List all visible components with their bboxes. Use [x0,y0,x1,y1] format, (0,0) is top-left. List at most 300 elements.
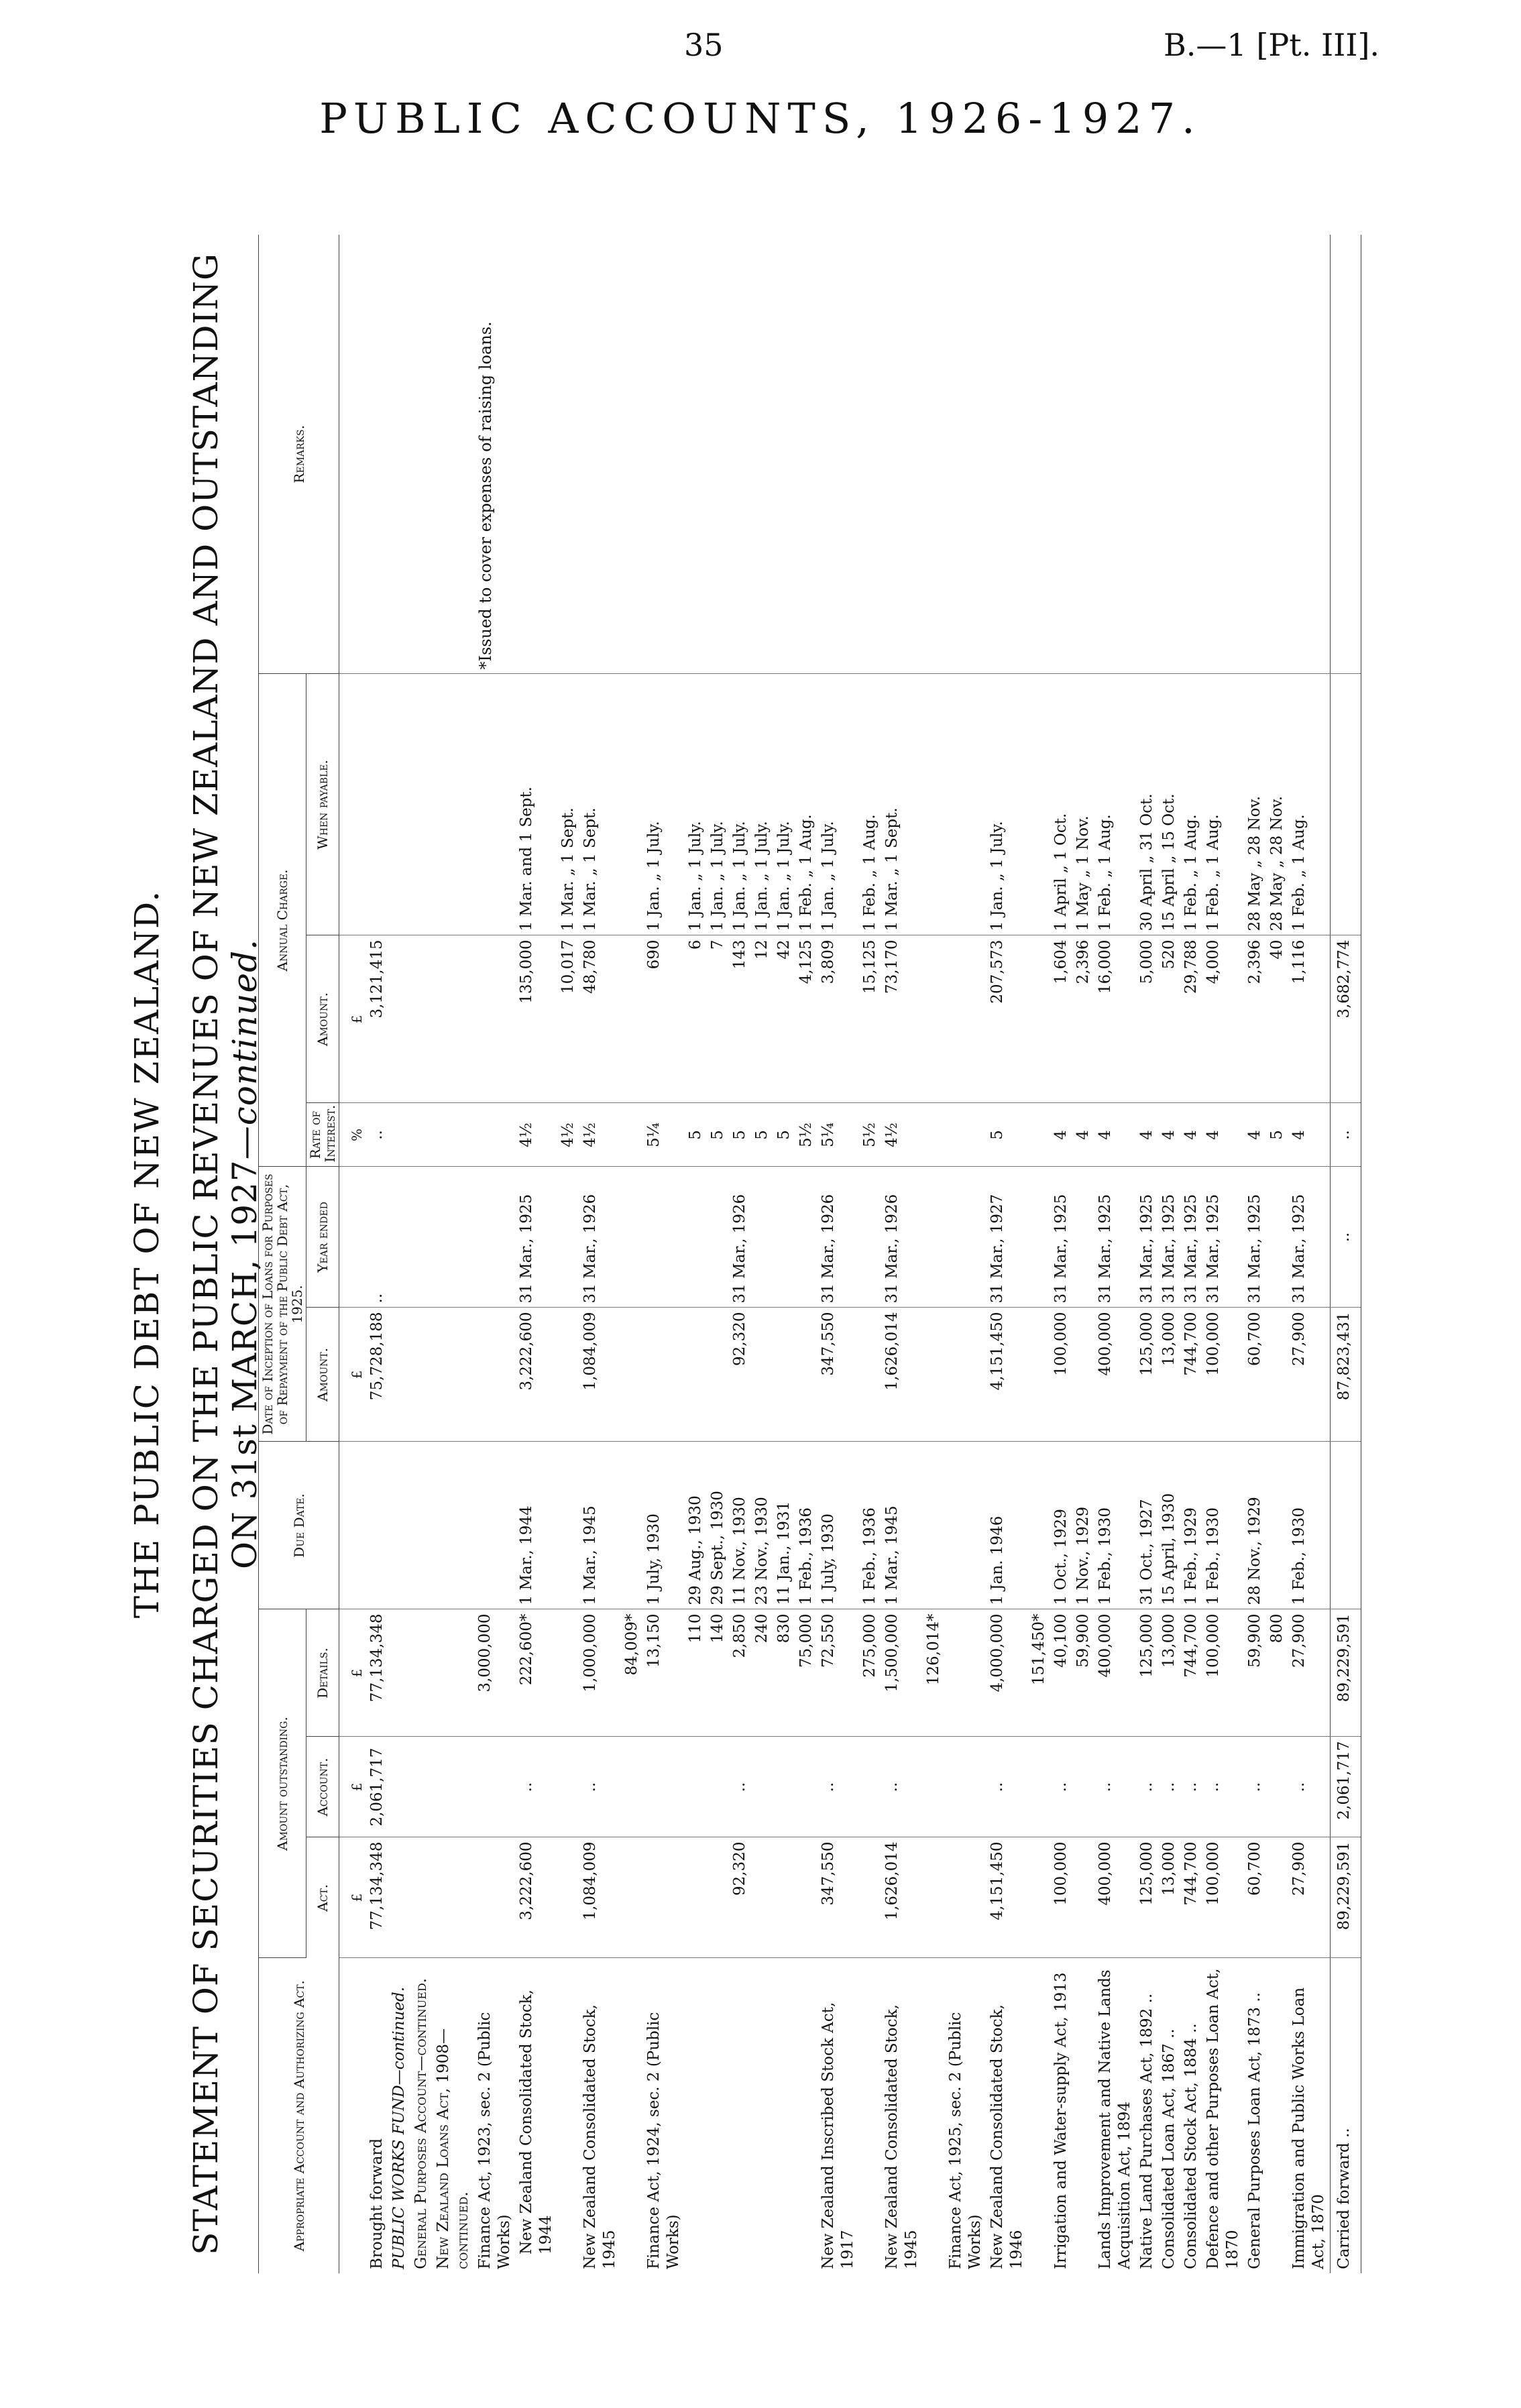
row-act [410,1837,433,1958]
bottom-cell [1355,1737,1361,1837]
row-when-payable: 1 April „ 1 Oct. [1050,674,1072,935]
row-when-payable: 1 Jan. „ 1 July. [987,674,1028,935]
row-account [773,1737,795,1837]
row-remarks [795,235,818,674]
row-due-date: 1 Mar., 1944 [516,1442,557,1609]
row-account [643,1737,685,1837]
row-details: 830 [773,1609,795,1737]
header-inception: Date of Inception of Loans for Purposes of Repayment of the Public Debt Act, 1925. [259,1167,306,1442]
row-inception-amount [643,1308,685,1442]
row-account [685,1737,707,1837]
row-details: 126,014* [923,1609,945,1737]
row-act [433,1837,474,1958]
row-remarks [621,235,643,674]
bottom-cell [1355,1958,1361,2273]
row-inception-amount [474,1308,516,1442]
row-act: 77,134,348 [366,1837,388,1958]
unit-rate: % [339,1103,367,1167]
row-annual-amount: 4,000 [1202,935,1244,1103]
row-year-ended [1028,1167,1050,1308]
row-rate: 4 [1094,1103,1136,1167]
row-inception-amount: 13,000 [1158,1308,1180,1442]
row-year-ended: 31 Mar., 1926 [818,1167,859,1308]
row-act [751,1837,773,1958]
row-remarks [987,235,1028,674]
row-rate: 4½ [881,1103,923,1167]
row-account [388,1737,410,1837]
bottom-cell [1355,1609,1361,1737]
unit-act: £ [339,1837,367,1958]
row-act [557,1837,579,1958]
row-inception-amount: 1,084,009 [579,1308,621,1442]
row-rate: 5½ [859,1103,881,1167]
row-due-date [1266,1442,1288,1609]
row-details: 240 [751,1609,773,1737]
row-inception-amount [707,1308,729,1442]
row-when-payable: 1 Jan. „ 1 July. [751,674,773,935]
row-rate [621,1103,643,1167]
table-row [1072,235,1094,2273]
row-year-ended [643,1167,685,1308]
row-year-ended [410,1167,433,1308]
row-remarks [366,235,388,674]
row-name: New Zealand Consolidated Stock, 1944 [518,1990,555,2254]
row-rate [388,1103,410,1167]
row-inception-amount [1266,1308,1288,1442]
bottom-cell [1355,674,1361,935]
row-account [557,1737,579,1837]
row-remarks [818,235,859,674]
row-annual-amount: 4,125 [795,935,818,1103]
row-name [859,1958,881,2273]
row-when-payable: 1 Mar. „ 1 Sept. [557,674,579,935]
row-when-payable [474,674,516,935]
row-annual-amount: 207,573 [987,935,1028,1103]
row-details [433,1609,474,1737]
row-details: 72,550 [818,1609,859,1737]
row-due-date: 1 Nov., 1929 [1072,1442,1094,1609]
row-year-ended: 31 Mar., 1926 [729,1167,751,1308]
row-rate: 4 [1050,1103,1072,1167]
row-rate: 4 [1202,1103,1244,1167]
row-annual-amount [1028,935,1050,1103]
row-due-date: 11 Jan., 1931 [773,1442,795,1609]
header-when-payable: When payable. [306,674,339,935]
row-account [859,1737,881,1837]
row-year-ended: 31 Mar., 1925 [1202,1167,1244,1308]
row-annual-amount: 1,604 [1050,935,1072,1103]
row-year-ended [685,1167,707,1308]
row-name [751,1958,773,2273]
row-remarks [1158,235,1180,674]
table-row [579,235,621,2273]
row-name: Lands Improvement and Native Lands Acquisition Act, 1894 [1096,1969,1133,2269]
row-due-date: 1 Oct., 1929 [1050,1442,1072,1609]
row-due-date: 11 Nov., 1930 [729,1442,751,1609]
row-account: .. [729,1737,751,1837]
header-annual-charge: Annual Charge. [259,674,306,1167]
row-inception-amount: 75,728,188 [366,1308,388,1442]
table-row [474,235,516,2273]
row-year-ended [707,1167,729,1308]
row-due-date [433,1442,474,1609]
row-rate [1028,1103,1050,1167]
row-when-payable: 28 May „ 28 Nov. [1244,674,1266,935]
row-remarks [1266,235,1288,674]
row-name [1266,1958,1288,2273]
table-row [795,235,818,2273]
table-row [643,235,685,2273]
header-due-date: Due Date. [259,1442,339,1609]
row-account: .. [516,1737,557,1837]
row-rate: 5 [1266,1103,1288,1167]
row-details: 3,000,000 [474,1609,516,1737]
row-year-ended: 31 Mar., 1926 [881,1167,923,1308]
row-details: 59,900 [1244,1609,1266,1737]
row-name [923,1958,945,2273]
row-year-ended [923,1167,945,1308]
table-row [818,235,859,2273]
row-remarks [1094,235,1136,674]
table-row [366,235,388,2273]
row-rate: 4 [1136,1103,1158,1167]
table-row [773,235,795,2273]
row-details [410,1609,433,1737]
table-row [729,235,751,2273]
row-due-date [1028,1442,1050,1609]
unit-blank [339,1958,367,2273]
row-remarks [433,235,474,674]
debt-table [258,235,1361,2273]
row-name: Brought forward [368,2138,386,2269]
row-annual-amount: 690 [643,935,685,1103]
main-title: THE PUBLIC DEBT OF NEW ZEALAND. [127,889,166,1619]
unit-blank [339,235,367,674]
table-row [1136,235,1158,2273]
row-annual-amount: 42 [773,935,795,1103]
row-act [795,1837,818,1958]
row-when-payable [945,674,987,935]
row-annual-amount: 3,809 [818,935,859,1103]
row-rate: 5 [987,1103,1028,1167]
header-inception-amount: Amount. [306,1308,339,1442]
row-name: Consolidated Stock Act, 1884 .. [1182,2023,1200,2269]
page-number: 35 [684,27,724,63]
row-account [410,1737,433,1837]
table-row [1266,235,1288,2273]
table-row [1180,235,1202,2273]
row-act: 100,000 [1050,1837,1072,1958]
row-due-date: 1 Feb., 1936 [795,1442,818,1609]
row-account [707,1737,729,1837]
row-details: 2,850 [729,1609,751,1737]
row-details: 59,900 [1072,1609,1094,1737]
row-details: 100,000 [1202,1609,1244,1737]
row-when-payable: 1 Mar. „ 1 Sept. [881,674,923,935]
row-due-date: 1 Feb., 1930 [1288,1442,1331,1609]
header-year-ended: Year ended [306,1167,339,1308]
row-remarks [1288,235,1331,674]
table-row [707,235,729,2273]
row-year-ended [474,1167,516,1308]
row-inception-amount [1028,1308,1050,1442]
row-inception-amount: 744,700 [1180,1308,1202,1442]
row-when-payable: 15 April „ 15 Oct. [1158,674,1180,935]
unit-blank [339,1167,367,1308]
row-act: 92,320 [729,1837,751,1958]
table-body [339,235,1361,2273]
row-name: New Zealand Loans Act, 1908—continued. [435,2028,471,2269]
row-year-ended: 31 Mar., 1925 [516,1167,557,1308]
row-remarks [881,235,923,674]
row-name: Irrigation and Water-supply Act, 1913 [1052,1972,1070,2269]
carried-inception-amount: 87,823,431 [1331,1308,1356,1442]
row-name: Immigration and Public Works Loan Act, 1870 [1290,1987,1327,2269]
table-row [388,235,410,2273]
row-act: 1,626,014 [881,1837,923,1958]
row-act [859,1837,881,1958]
row-details: 75,000 [795,1609,818,1737]
table-row [1158,235,1180,2273]
row-inception-amount: 4,151,450 [987,1308,1028,1442]
row-act [1266,1837,1288,1958]
table-row [987,235,1028,2273]
row-rate: 4 [1244,1103,1266,1167]
row-rate: 5¼ [643,1103,685,1167]
row-name [557,1958,579,2273]
row-when-payable: 1 Feb. „ 1 Aug. [795,674,818,935]
row-inception-amount [410,1308,433,1442]
row-account: .. [881,1737,923,1837]
row-remarks [1244,235,1266,674]
row-name [1028,1958,1050,2273]
row-inception-amount: 100,000 [1050,1308,1072,1442]
row-year-ended: 31 Mar., 1927 [987,1167,1028,1308]
table-row [410,235,433,2273]
row-inception-amount: 400,000 [1094,1308,1136,1442]
row-when-payable [366,674,388,935]
unit-ann-amount: £ [339,935,367,1103]
row-inception-amount: 92,320 [729,1308,751,1442]
row-rate: 5 [707,1103,729,1167]
row-year-ended: 31 Mar., 1925 [1136,1167,1158,1308]
row-account: .. [987,1737,1028,1837]
page-reference: B.—1 [Pt. III]. [1164,27,1380,63]
row-year-ended [751,1167,773,1308]
row-due-date: 29 Aug., 1930 [685,1442,707,1609]
row-annual-amount [410,935,433,1103]
row-remarks [388,235,410,674]
row-annual-amount: 10,017 [557,935,579,1103]
row-when-payable [410,674,433,935]
carried-blank [1331,1442,1356,1609]
row-account [945,1737,987,1837]
bottom-cell [1355,1103,1361,1167]
row-details: 222,600* [516,1609,557,1737]
sub-title [166,235,264,2273]
row-annual-amount: 48,780 [579,935,621,1103]
row-rate: .. [366,1103,388,1167]
row-due-date: 1 Jan. 1946 [987,1442,1028,1609]
row-inception-amount [557,1308,579,1442]
row-remarks [643,235,685,674]
row-year-ended [945,1167,987,1308]
row-inception-amount [621,1308,643,1442]
row-inception-amount [945,1308,987,1442]
row-account [751,1737,773,1837]
row-account [433,1737,474,1837]
row-due-date: 31 Oct., 1927 [1136,1442,1158,1609]
row-inception-amount: 3,222,600 [516,1308,557,1442]
bottom-cell [1355,1442,1361,1609]
row-year-ended: 31 Mar., 1925 [1180,1167,1202,1308]
row-details: 13,150 [643,1609,685,1737]
row-annual-amount: 6 [685,935,707,1103]
row-rate: 4½ [557,1103,579,1167]
table-row [621,235,643,2273]
row-name: Defence and other Purposes Loan Act, 1870 [1204,1968,1241,2269]
row-annual-amount: 520 [1158,935,1180,1103]
row-act [685,1837,707,1958]
carried-act: 89,229,591 [1331,1837,1356,1958]
row-annual-amount [923,935,945,1103]
row-annual-amount: 2,396 [1244,935,1266,1103]
row-name: General Purposes Loan Act, 1873 .. [1246,1992,1263,2269]
row-rate: 5¼ [818,1103,859,1167]
row-annual-amount: 12 [751,935,773,1103]
unit-blank [339,674,367,935]
bottom-cell [1355,1167,1361,1308]
unit-details: £ [339,1609,367,1737]
row-due-date: 29 Sept., 1930 [707,1442,729,1609]
row-details [945,1609,987,1737]
row-year-ended: 31 Mar., 1925 [1288,1167,1331,1308]
row-act [945,1837,987,1958]
row-year-ended: .. [366,1167,388,1308]
row-annual-amount [474,935,516,1103]
row-when-payable: 1 Mar. and 1 Sept. [516,674,557,935]
row-remarks [859,235,881,674]
row-due-date [557,1442,579,1609]
row-act [388,1837,410,1958]
remarks-note: *Issued to cover expenses of raising loans. [474,235,579,674]
row-remarks [773,235,795,674]
row-account: .. [1202,1737,1244,1837]
row-when-payable [433,674,474,935]
row-inception-amount [773,1308,795,1442]
row-due-date: 1 Mar., 1945 [881,1442,923,1609]
table-row [1028,235,1050,2273]
row-due-date: 1 July, 1930 [643,1442,685,1609]
row-remarks [685,235,707,674]
row-name [795,1958,818,2273]
bottom-cell [1355,1308,1361,1442]
bottom-cell [1355,935,1361,1103]
row-annual-amount [945,935,987,1103]
row-rate: 4 [1180,1103,1202,1167]
row-act: 347,550 [818,1837,859,1958]
row-inception-amount [1072,1308,1094,1442]
row-year-ended: 31 Mar., 1925 [1050,1167,1072,1308]
unit-blank [339,1442,367,1609]
row-due-date: 15 April, 1930 [1158,1442,1180,1609]
table-row [1050,235,1072,2273]
row-due-date [474,1442,516,1609]
row-rate: 4½ [516,1103,557,1167]
row-account: .. [1158,1737,1180,1837]
row-account: 2,061,717 [366,1737,388,1837]
row-inception-amount: 125,000 [1136,1308,1158,1442]
header-remarks: Remarks. [259,235,339,674]
row-act: 100,000 [1202,1837,1244,1958]
row-annual-amount: 2,396 [1072,935,1094,1103]
row-rate: 4 [1288,1103,1331,1167]
row-rate: 4 [1158,1103,1180,1167]
row-annual-amount: 135,000 [516,935,557,1103]
row-act [923,1837,945,1958]
row-rate [433,1103,474,1167]
row-when-payable [621,674,643,935]
row-year-ended [621,1167,643,1308]
row-annual-amount: 143 [729,935,751,1103]
row-details: 27,900 [1288,1609,1331,1737]
row-account: .. [1094,1737,1136,1837]
row-due-date: 1 Feb., 1930 [1202,1442,1244,1609]
row-act [1028,1837,1050,1958]
row-details [557,1609,579,1737]
row-when-payable: 1 Feb. „ 1 Aug. [1180,674,1202,935]
row-details: 1,000,000 [579,1609,621,1737]
row-remarks [729,235,751,674]
row-rate: 5½ [795,1103,818,1167]
row-name: New Zealand Inscribed Stock Act, 1917 [820,2002,856,2269]
row-act: 13,000 [1158,1837,1180,1958]
row-when-payable: 1 Feb. „ 1 Aug. [1288,674,1331,935]
row-name: Consolidated Loan Act, 1867 .. [1160,2028,1178,2269]
row-details [388,1609,410,1737]
row-when-payable: 1 Jan. „ 1 July. [818,674,859,935]
row-when-payable: 1 Mar. „ 1 Sept. [579,674,621,935]
row-rate: 5 [773,1103,795,1167]
row-when-payable: 1 Jan. „ 1 July. [773,674,795,935]
row-year-ended [859,1167,881,1308]
row-due-date [945,1442,987,1609]
carried-blank [1331,674,1356,935]
row-name [707,1958,729,2273]
row-name: New Zealand Consolidated Stock, 1945 [581,2004,618,2269]
row-due-date [621,1442,643,1609]
row-year-ended [773,1167,795,1308]
row-inception-amount: 60,700 [1244,1308,1266,1442]
row-act: 744,700 [1180,1837,1202,1958]
row-details: 40,100 [1050,1609,1072,1737]
row-due-date [366,1442,388,1609]
row-rate: 4½ [579,1103,621,1167]
row-remarks [1072,235,1094,674]
carried-year: .. [1331,1167,1356,1308]
row-inception-amount: 100,000 [1202,1308,1244,1442]
row-account: .. [1136,1737,1158,1837]
table-bottom-rule [1355,235,1361,2273]
row-rate [474,1103,516,1167]
row-when-payable: 28 May „ 28 Nov. [1266,674,1288,935]
row-name [685,1958,707,2273]
unit-row [339,235,367,2273]
row-rate: 5 [751,1103,773,1167]
header-rate: Rate of Interest. [306,1103,339,1167]
row-act: 1,084,009 [579,1837,621,1958]
row-when-payable: 1 Jan. „ 1 July. [707,674,729,935]
